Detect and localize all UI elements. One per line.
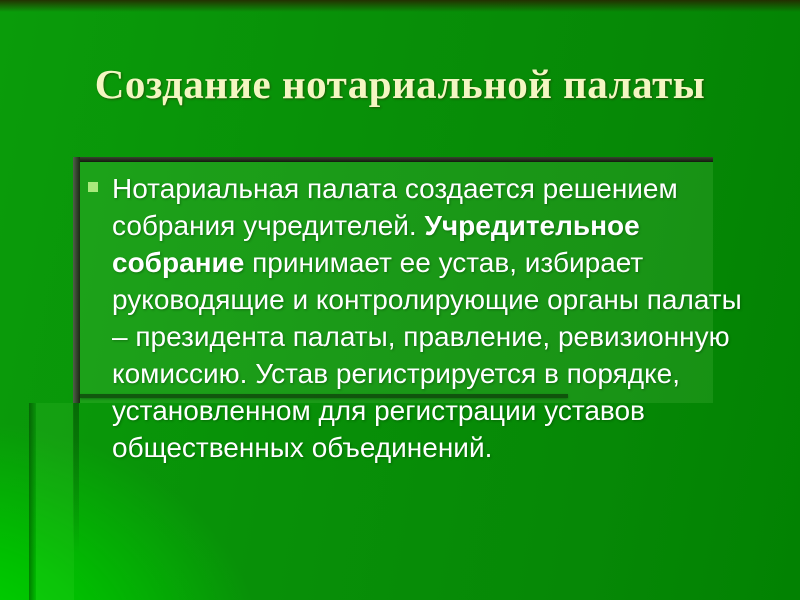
bullet-text-before-bold: Нотариальная палата создается решением собрания учредителей. <box>112 173 678 241</box>
top-edge-shadow <box>0 0 800 12</box>
square-bullet-icon <box>88 182 98 192</box>
background-step-panel <box>36 403 74 600</box>
slide-title: Создание нотариальной палаты <box>94 61 706 107</box>
list-item <box>88 170 748 466</box>
background-step-seam-right <box>73 403 79 553</box>
slide-body <box>88 170 748 466</box>
background-step-seam-left <box>29 403 36 600</box>
bullet-text-bold: Учредительное собрание <box>112 210 640 278</box>
bullet-text <box>112 170 744 466</box>
bullet-text-after-bold: принимает ее устав, избирает руководящие и контролирующие органы палаты – президента палаты, правление, ревизионную комиссию. Устав регистрируется в порядке, установленном для регистрации уставов общественных объединений. <box>112 247 742 463</box>
panel-bevel-top <box>73 157 713 162</box>
panel-bevel-left <box>73 157 80 403</box>
